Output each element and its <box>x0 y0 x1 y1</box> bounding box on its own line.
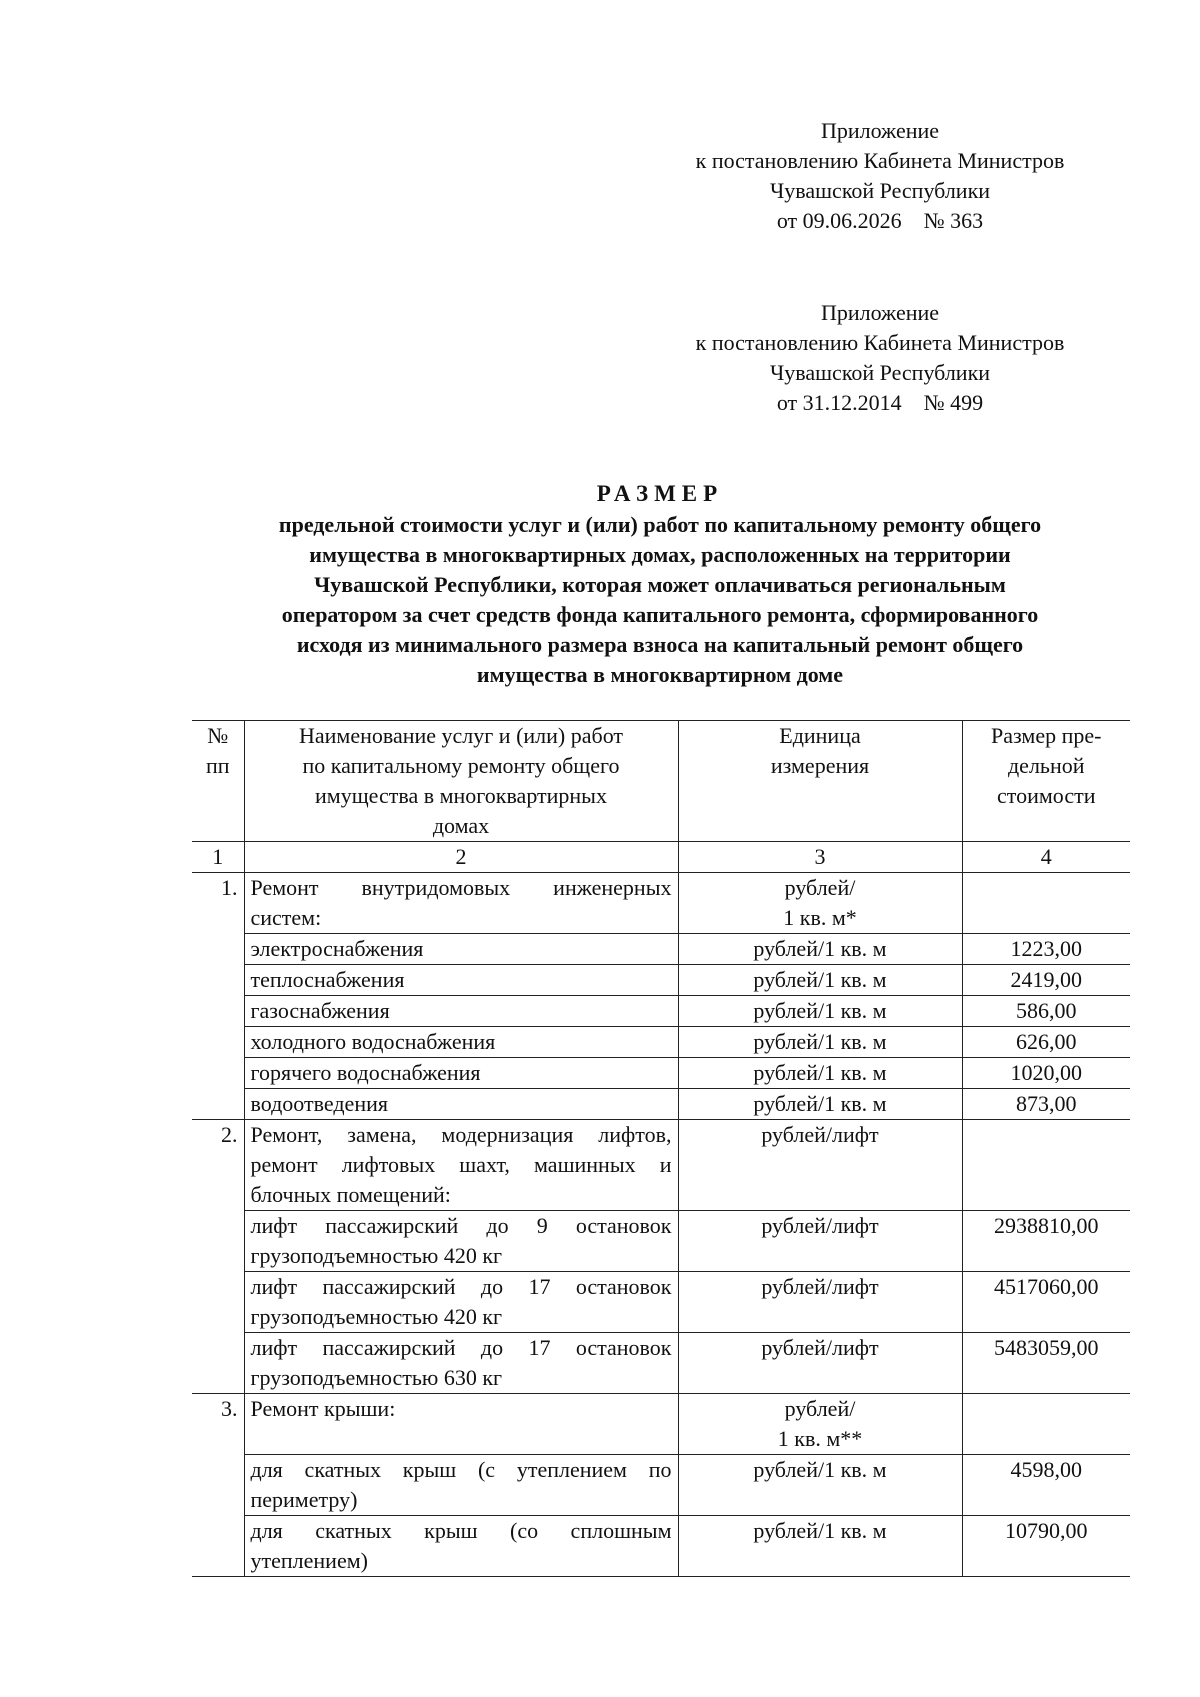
row-unit: рублей/1 кв. м <box>678 1058 962 1089</box>
header-unit: Единица измерения <box>678 721 962 842</box>
row-number <box>192 934 244 965</box>
row-name: холодного водоснабжения <box>244 1027 678 1058</box>
row-number <box>192 1455 244 1516</box>
row-unit: рублей/лифт <box>678 1272 962 1333</box>
row-price: 626,00 <box>962 1027 1130 1058</box>
row-price: 2938810,00 <box>962 1211 1130 1272</box>
title-line: имущества в многоквартирных домах, расположенных на территории <box>309 542 1011 567</box>
table-row <box>192 934 1130 965</box>
title-subtitle <box>190 510 1130 690</box>
row-number <box>192 1089 244 1120</box>
row-price: 873,00 <box>962 1089 1130 1120</box>
index-cell: 1 <box>192 842 244 873</box>
row-name: Ремонт, замена, модернизация лифтов, ремонт лифтовых шахт, машинных и блочных помещений: <box>244 1120 678 1211</box>
title-line: оператором за счет средств фонда капитального ремонта, сформированного <box>281 602 1039 627</box>
table-row <box>192 965 1130 996</box>
row-price: 10790,00 <box>962 1516 1130 1577</box>
row-number <box>192 1272 244 1333</box>
row-unit: рублей/лифт <box>678 1120 962 1211</box>
title-line: имущества в многоквартирном доме <box>476 662 844 687</box>
title-main: РАЗМЕР <box>596 481 724 506</box>
table-index-row <box>192 842 1130 873</box>
row-unit: рублей/ 1 кв. м* <box>678 873 962 934</box>
appendix-republic: Чувашской Республики <box>769 178 991 203</box>
appendix-date-number: от 09.06.2026 № 363 <box>776 208 984 233</box>
appendix-date-number: от 31.12.2014 № 499 <box>776 390 984 415</box>
row-number: 1. <box>192 873 244 934</box>
row-name: лифт пассажирский до 17 остановок грузоподъемностью 630 кг <box>244 1333 678 1394</box>
row-name: горячего водоснабжения <box>244 1058 678 1089</box>
title-line: исходя из минимального размера взноса на капитальный ремонт общего <box>296 632 1024 657</box>
title-line: предельной стоимости услуг и (или) работ по капитальному ремонту общего <box>278 512 1042 537</box>
row-unit: рублей/лифт <box>678 1211 962 1272</box>
row-name: Ремонт крыши: <box>244 1394 678 1455</box>
appendix-old-header <box>660 298 1100 418</box>
row-unit: рублей/1 кв. м <box>678 996 962 1027</box>
table-row <box>192 1120 1130 1211</box>
row-name: лифт пассажирский до 17 остановок грузоподъемностью 420 кг <box>244 1272 678 1333</box>
table-row <box>192 1272 1130 1333</box>
row-price: 1020,00 <box>962 1058 1130 1089</box>
row-name: теплоснабжения <box>244 965 678 996</box>
row-name: газоснабжения <box>244 996 678 1027</box>
table-header-row <box>192 721 1130 842</box>
row-name: электроснабжения <box>244 934 678 965</box>
row-unit: рублей/1 кв. м <box>678 934 962 965</box>
row-unit: рублей/1 кв. м <box>678 1027 962 1058</box>
document-title <box>190 478 1130 690</box>
table-row <box>192 1089 1130 1120</box>
row-number <box>192 1211 244 1272</box>
title-line: Чувашской Республики, которая может оплачиваться региональным <box>314 572 1006 597</box>
price-table <box>192 720 1130 1577</box>
row-unit: рублей/лифт <box>678 1333 962 1394</box>
table-row <box>192 1394 1130 1455</box>
row-price: 5483059,00 <box>962 1333 1130 1394</box>
row-unit: рублей/1 кв. м <box>678 965 962 996</box>
row-number <box>192 1027 244 1058</box>
index-cell: 4 <box>962 842 1130 873</box>
table-row <box>192 1516 1130 1577</box>
appendix-label: Приложение <box>820 300 940 325</box>
row-unit: рублей/1 кв. м <box>678 1516 962 1577</box>
row-number <box>192 1333 244 1394</box>
row-name: лифт пассажирский до 9 остановок грузоподъемностью 420 кг <box>244 1211 678 1272</box>
row-number <box>192 996 244 1027</box>
row-name: Ремонт внутридомовых инженерных систем: <box>244 873 678 934</box>
table-row <box>192 1333 1130 1394</box>
table-row <box>192 1455 1130 1516</box>
table-row <box>192 1058 1130 1089</box>
header-name: Наименование услуг и (или) работ по капитальному ремонту общего имущества в многоквартирных домах <box>244 721 678 842</box>
row-unit: рублей/1 кв. м <box>678 1455 962 1516</box>
row-price: 2419,00 <box>962 965 1130 996</box>
appendix-republic: Чувашской Республики <box>769 360 991 385</box>
table-row <box>192 1211 1130 1272</box>
table-row <box>192 1027 1130 1058</box>
row-price <box>962 873 1130 934</box>
row-number <box>192 1058 244 1089</box>
appendix-decree-ref: к постановлению Кабинета Министров <box>695 330 1065 355</box>
row-number <box>192 965 244 996</box>
table-row <box>192 873 1130 934</box>
row-name: для скатных крыш (с утеплением по периметру) <box>244 1455 678 1516</box>
row-price <box>962 1394 1130 1455</box>
row-number <box>192 1516 244 1577</box>
row-number: 3. <box>192 1394 244 1455</box>
appendix-decree-ref: к постановлению Кабинета Министров <box>695 148 1065 173</box>
appendix-label: Приложение <box>820 118 940 143</box>
header-num: № пп <box>192 721 244 842</box>
appendix-new-header <box>660 116 1100 236</box>
table-row <box>192 996 1130 1027</box>
row-price <box>962 1120 1130 1211</box>
row-price: 586,00 <box>962 996 1130 1027</box>
index-cell: 2 <box>244 842 678 873</box>
row-price: 4598,00 <box>962 1455 1130 1516</box>
row-price: 1223,00 <box>962 934 1130 965</box>
row-unit: рублей/1 кв. м <box>678 1089 962 1120</box>
row-name: водоотведения <box>244 1089 678 1120</box>
row-number: 2. <box>192 1120 244 1211</box>
row-unit: рублей/ 1 кв. м** <box>678 1394 962 1455</box>
row-price: 4517060,00 <box>962 1272 1130 1333</box>
index-cell: 3 <box>678 842 962 873</box>
header-price: Размер пре- дельной стоимости <box>962 721 1130 842</box>
row-name: для скатных крыш (со сплошным утеплением) <box>244 1516 678 1577</box>
